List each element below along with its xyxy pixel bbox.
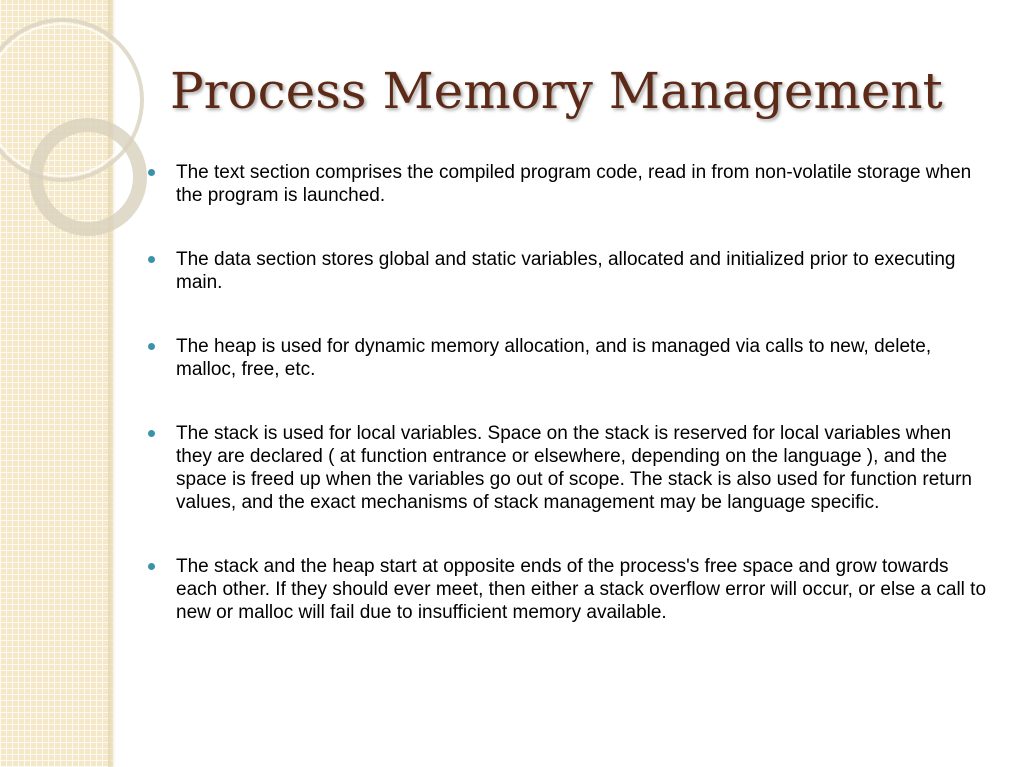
bullet-text: The stack is used for local variables. Space on the stack is reserved for local variables when they are declared ( at function entrance or elsewhere, depending on the language ), and the space is freed up when the variables go out of scope. The stack is also used for function return values, and the exact mechanisms of stack management may be language specific. (176, 423, 972, 513)
bullet-text: The stack and the heap start at opposite ends of the process's free space and grow towards each other. If they should ever meet, then either a stack overflow error will occur, or else a call to new or malloc will fail due to insufficient memory available. (176, 556, 987, 623)
bullet-marker-icon (148, 343, 155, 350)
bullet-marker-icon (148, 563, 155, 570)
decorative-ring-large-inner (0, 24, 138, 176)
bullet-item-stack (148, 422, 988, 514)
bullet-list (148, 161, 988, 665)
bullet-marker-icon (148, 169, 155, 176)
bullet-item-data-section (148, 248, 988, 294)
bullet-marker-icon (148, 256, 155, 263)
bullet-text: The text section comprises the compiled program code, read in from non-volatile storage when the program is launched. (176, 162, 972, 206)
bullet-item-stack-and-heap (148, 555, 988, 624)
bullet-marker-icon (148, 430, 155, 437)
decorative-ring-large (0, 20, 142, 180)
bullet-text: The data section stores global and static variables, allocated and initialized prior to executing main. (176, 249, 956, 293)
bullet-text: The heap is used for dynamic memory allocation, and is managed via calls to new, delete, malloc, free, etc. (176, 336, 932, 380)
slide-title: Process Memory Management (170, 62, 943, 120)
bullet-item-text-section (148, 161, 988, 207)
bullet-item-heap (148, 335, 988, 381)
